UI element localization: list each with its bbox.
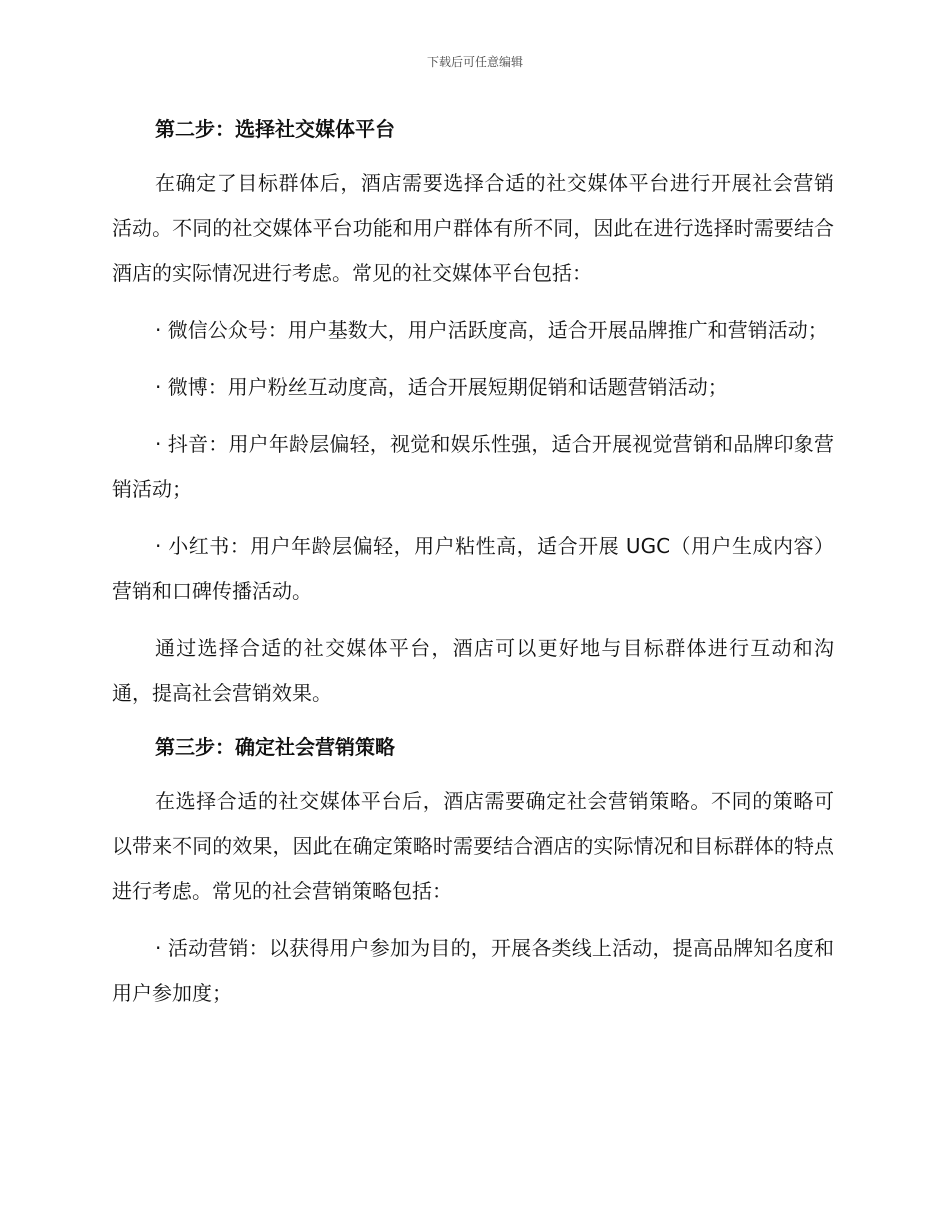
page-header-note: 下载后可任意编辑 [426, 55, 523, 69]
bullet-wechat: · 微信公众号：用户基数大，用户活跃度高，适合开展品牌推广和营销活动； [155, 318, 828, 342]
paragraph-step-three-intro: 在选择合适的社交媒体平台后，酒店需要确定社会营销策略。不同的策略可以带来不同的效果，因此在确定策略时需要结合酒店的实际情况和目标群体的特点进行考虑。常见的社会营销策略包括： [112, 789, 834, 903]
paragraph-step-two-intro: 在确定了目标群体后，酒店需要选择合适的社交媒体平台进行开展社会营销活动。不同的社交媒体平台功能和用户群体有所不同，因此在进行选择时需要结合酒店的实际情况进行考虑。常见的社交媒体平台包括： [112, 171, 834, 285]
paragraph-step-two-conclusion: 通过选择合适的社交媒体平台，酒店可以更好地与目标群体进行互动和沟通，提高社会营销效果。 [112, 636, 834, 705]
section-heading-step-three: 第三步：确定社会营销策略 [155, 735, 395, 759]
bullet-event-marketing: · 活动营销：以获得用户参加为目的，开展各类线上活动，提高品牌知名度和用户参加度； [112, 936, 834, 1005]
section-heading-step-two: 第二步：选择社交媒体平台 [155, 117, 395, 141]
bullet-weibo: · 微博：用户粉丝互动度高，适合开展短期促销和话题营销活动； [155, 375, 728, 399]
bullet-douyin: · 抖音：用户年龄层偏轻，视觉和娱乐性强，适合开展视觉营销和品牌印象营销活动； [112, 432, 834, 501]
bullet-xiaohongshu: · 小红书：用户年龄层偏轻，用户粘性高，适合开展 UGC（用户生成内容）营销和口碑传播活动。 [112, 534, 834, 603]
document-body [112, 110, 834, 1016]
